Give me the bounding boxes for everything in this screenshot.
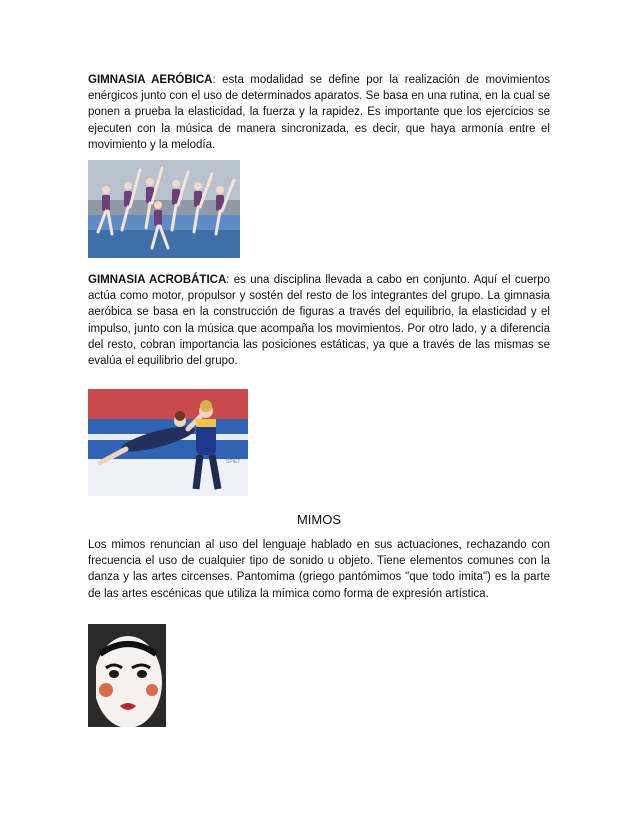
aerobic-gymnastics-photo [88, 160, 240, 258]
acrobatic-term: GIMNASIA ACROBÁTICA [88, 274, 227, 286]
acrobatic-gymnastics-photo [88, 389, 248, 496]
mimos-heading: MIMOS [296, 512, 342, 527]
svg-text:SPIET: SPIET [226, 459, 241, 465]
mimos-paragraph: Los mimos renuncian al uso del lenguaje hablado en sus actuaciones, rechazando con frecuencia el uso de cualquier tipo de sonido u objeto. Tiene elementos comunes con la danza y las artes circenses. Pantomima (griego pantómimos "que todo imita") es la parte de las artes escénicas que utiliza la mímica como forma de expresión artística. [88, 539, 550, 600]
aerobic-paragraph [88, 72, 550, 153]
aerobic-term: GIMNASIA AERÓBICA [88, 74, 213, 86]
acrobatic-description: : es una disciplina llevada a cabo en conjunto. Aquí el cuerpo actúa como motor, propulsor y sostén del resto de los integrantes del grupo. La gimnasia aeróbica se basa en la construcción de figuras a través del equilibrio, la elasticidad y el impulso, junto con la música que acompaña los movimientos. Por otro lado, y a diferencia del resto, cobran importancia las posiciones estáticas, ya que a través de las mismas se evalúa el equilibrio del grupo. [88, 274, 550, 368]
aerobic-description: : esta modalidad se define por la realización de movimientos enérgicos junto con el uso de determinados aparatos. Se basa en una rutina, en la cual se ponen a prueba la elasticidad, la fuerza y la rapidez. Es importante que los ejercicios se ejecuten con la música de manera sincronizada, es decir, que haya armonía entre el movimiento y la melodía. [88, 74, 550, 151]
acrobatic-paragraph [88, 272, 550, 369]
mime-face-photo [88, 624, 166, 727]
